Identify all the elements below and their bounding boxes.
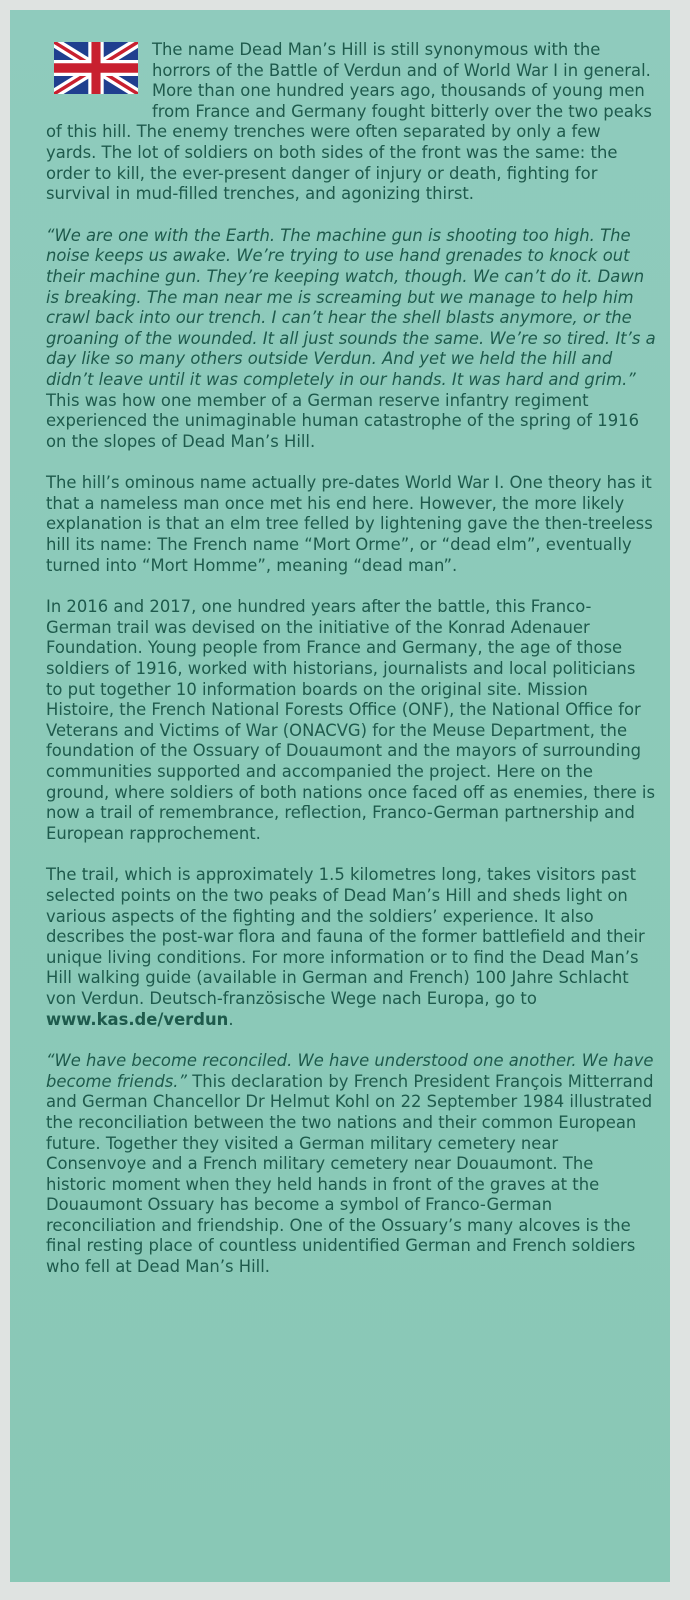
soldier-quote: “We are one with the Earth. The machine gun is shooting too high. The noise keeps us awake. We’re trying to use hand grenades to knock out their machine gun. They’re keeping watch, though. We can’t do it. Dawn is breaking. The man near me is screaming but we manage to help him crawl back into our trench. I can’t hear the shell blasts anymore, or the groaning of the wounded. It all just sounds the same. We’re so tired. It’s a day like so many others outside Verdun. And yet we held the hill and didn’t leave until it was completely in our hands. It was hard and grim.”	[46, 225, 656, 389]
soldier-quote-context: This was how one member of a German reserve infantry regiment experienced the unimaginable human catastrophe of the spring of 1916 on the slopes of Dead Man’s Hill.	[46, 390, 639, 451]
soldier-quote-paragraph	[46, 226, 656, 453]
website-link[interactable]: www.kas.de/verdun	[46, 1009, 229, 1029]
reconciliation-paragraph	[46, 1051, 656, 1278]
trail-origin-paragraph: In 2016 and 2017, one hundred years after the battle, this Franco-German trail was devised on the initiative of the Konrad Adenauer Foundation. Young people from France and Germany, the age of those soldiers of 1916, worked with historians, journalists and local politicians to put together 10 information boards on the original site. Mission Histoire, the French National Forests Office (ONF), the National Office for Veterans and Victims of War (ONACVG) for the Meuse Department, the foundation of the Ossuary of Douaumont and the mayors of surrounding communities supported and accompanied the project. Here on the ground, where soldiers of both nations once faced off as enemies, there is now a trail of remembrance, reflection, Franco-German partnership and European rapprochement.	[46, 597, 656, 843]
trail-info-paragraph	[46, 865, 656, 1030]
reconciliation-quote: “We have become reconciled. We have understood one another. We have become friends.”	[46, 1051, 654, 1091]
intro-paragraph	[46, 40, 656, 205]
hill-name-paragraph: The hill’s ominous name actually pre-dates World War I. One theory has it that a nameless man once met his end here. However, the more likely explanation is that an elm tree felled by lightening gave the then-treeless hill its name: The French name “Mort Orme”, or “dead elm”, eventually turned into “Mort Homme”, meaning “dead man”.	[46, 473, 653, 575]
information-board	[10, 10, 670, 1582]
intro-text: The name Dead Man’s Hill is still synonymous with the horrors of the Battle of Verdun and of World War I in general. More than one hundred years ago, thousands of young men from France and Germany fought bitterly over the two peaks of this hill. The enemy trenches were often separated by only a few yards. The lot of soldiers on both sides of the front was the same: the order to kill, the ever-present danger of injury or death, fighting for survival in mud-filled trenches, and agonizing thirst.	[46, 40, 652, 204]
trail-info-text: The trail, which is approximately 1.5 kilometres long, takes visitors past selected points on the two peaks of Dead Man’s Hill and sheds light on various aspects of the fighting and the soldiers’ experience. It also describes the post-war flora and fauna of the former battlefield and their unique living conditions. For more information or to find the Dead Man’s Hill walking guide (available in German and French) 100 Jahre Schlacht von Verdun. Deutsch-französische Wege nach Europa, go to	[46, 865, 645, 1008]
union-jack-flag-icon	[54, 42, 138, 94]
trail-info-end: .	[228, 1009, 234, 1029]
reconciliation-text: This declaration by French President François Mitterrand and German Chancellor Dr Helmut Kohl on 22 September 1984 illustrated the reconciliation between the two nations and their common European future. Together they visited a German military cemetery near Consenvoye and a French military cemetery near Douaumont. The historic moment when they held hands in front of the graves at the Douaumont Ossuary has become a symbol of Franco-German reconciliation and friendship. One of the Ossuary’s many alcoves is the final resting place of countless unidentified German and French soldiers who fell at Dead Man’s Hill.	[46, 1071, 654, 1277]
